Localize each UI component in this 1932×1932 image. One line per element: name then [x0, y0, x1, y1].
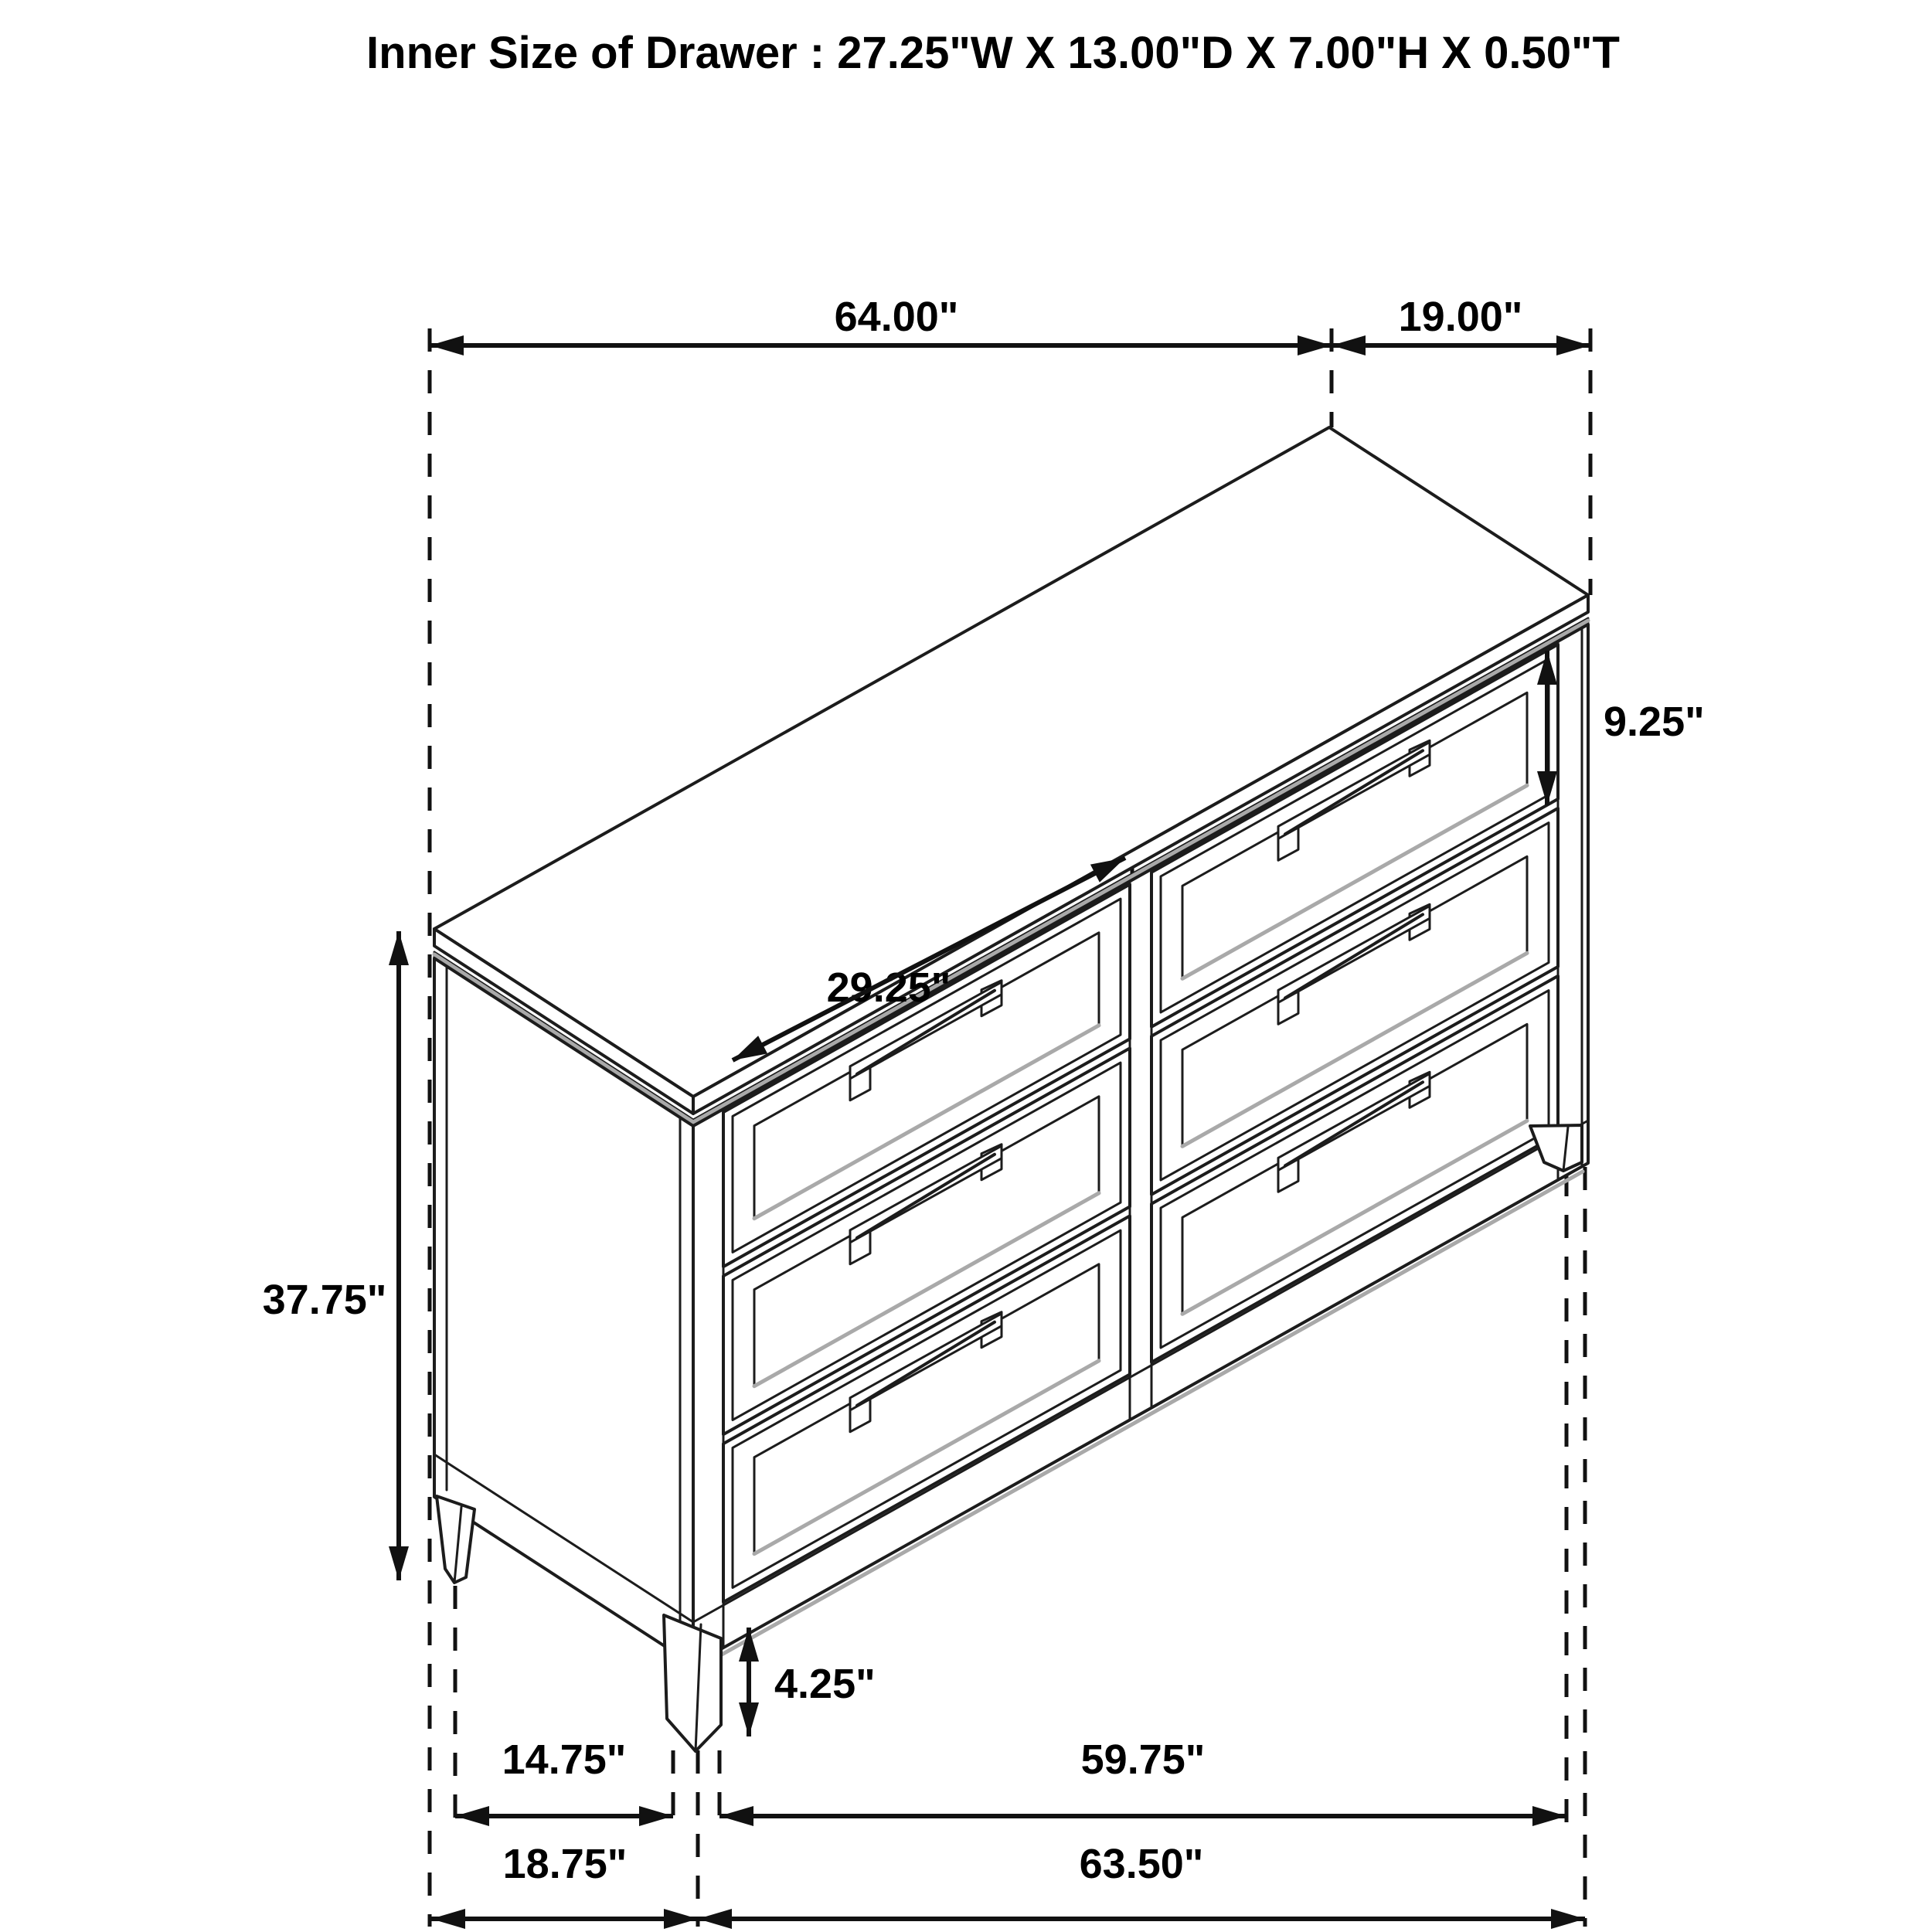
arrowhead	[1551, 1909, 1585, 1929]
arrowhead	[664, 1909, 698, 1929]
dim-side-leg-span	[455, 1736, 673, 1826]
arrowhead	[1298, 335, 1332, 355]
arrowhead	[455, 1806, 489, 1826]
dim-base-depth	[431, 1841, 698, 1929]
dim-front-leg-span-label: 59.75"	[1080, 1736, 1206, 1783]
arrowhead	[639, 1806, 673, 1826]
dim-leg-height	[739, 1628, 876, 1736]
page-title: Inner Size of Drawer : 27.25"W X 13.00"D X 7.00"H X 0.50"T	[366, 28, 1620, 78]
dim-side-leg-span-label: 14.75"	[502, 1736, 627, 1783]
dresser-drawing	[434, 427, 1588, 1751]
arrowhead	[389, 1546, 409, 1580]
dim-base-width	[698, 1841, 1585, 1929]
dim-top-width-label: 64.00"	[834, 294, 959, 340]
arrowhead	[719, 1806, 753, 1826]
arrowhead	[1556, 335, 1590, 355]
arrowhead	[739, 1702, 759, 1736]
dim-overall-height-label: 37.75"	[262, 1277, 387, 1323]
arrowhead	[698, 1909, 732, 1929]
arrowhead	[1332, 335, 1366, 355]
dim-leg-height-label: 4.25"	[774, 1661, 876, 1707]
dim-base-width-label: 63.50"	[1079, 1841, 1204, 1887]
dim-top-depth	[1332, 294, 1590, 355]
arrowhead	[431, 1909, 465, 1929]
dim-drawer-width-label: 29.25"	[826, 964, 951, 1011]
arrowhead	[1532, 1806, 1566, 1826]
dim-base-depth-label: 18.75"	[502, 1841, 628, 1887]
front-left-leg	[664, 1615, 721, 1751]
dim-overall-height	[263, 931, 409, 1580]
dim-front-leg-span	[719, 1736, 1566, 1826]
dim-top-width	[430, 294, 1332, 355]
arrowhead	[430, 335, 464, 355]
dim-top-drawer-height-label: 9.25"	[1604, 699, 1705, 745]
dim-top-depth-label: 19.00"	[1398, 294, 1523, 340]
arrowhead	[389, 931, 409, 965]
